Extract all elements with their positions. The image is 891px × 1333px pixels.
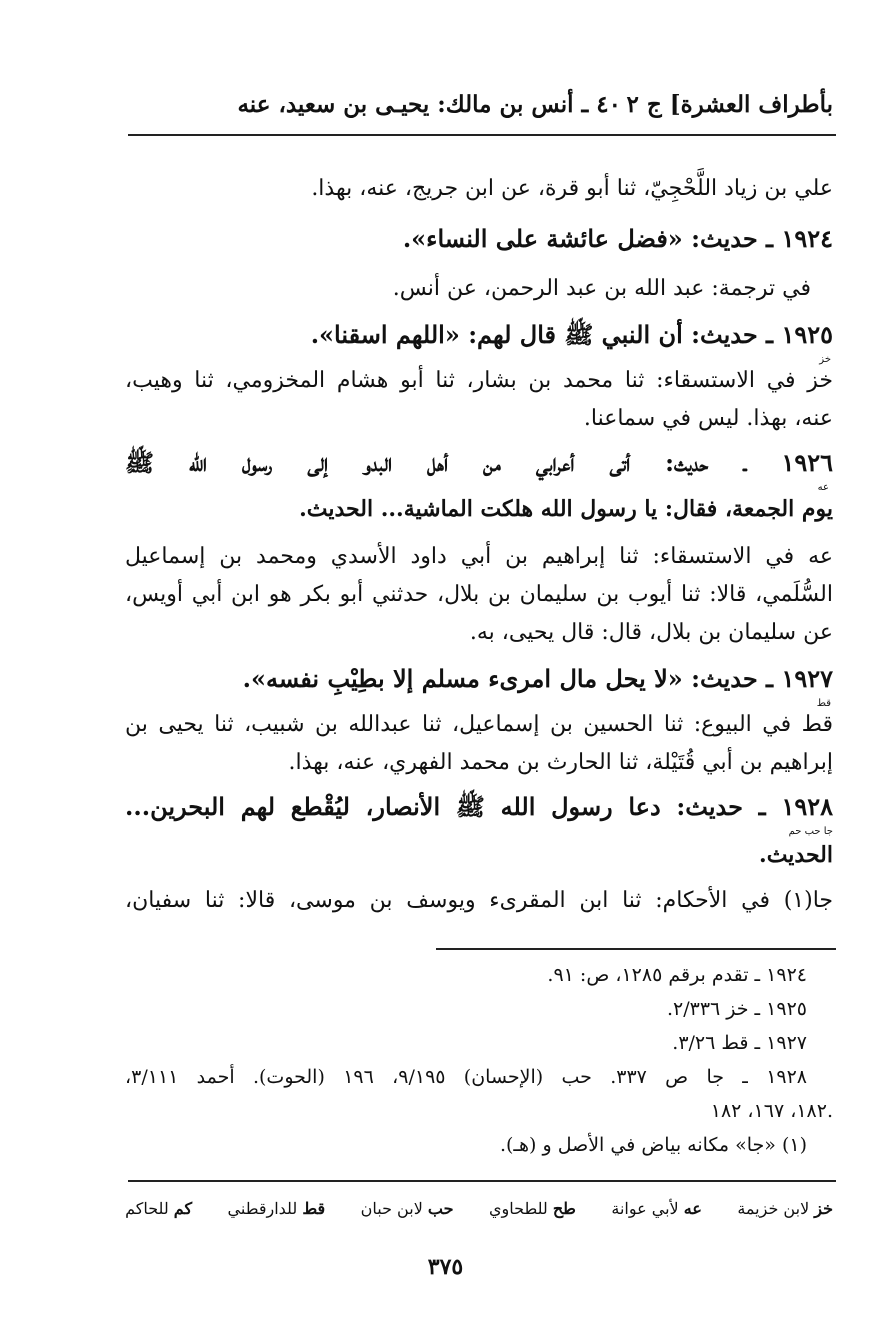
header-rule: [128, 134, 836, 136]
body-line-1: علي بن زياد اللَّحْجِيّ، ثنا أبو قرة، عن ابن جريج، عنه، بهذا.: [311, 176, 833, 201]
hadith-heading-1926: ١٩٢٦ ـ حديث: أتى أعرابي من أهل البدو إلى رسول الله ﷺ: [125, 448, 833, 477]
abbr-hakim: كم للحاكم: [125, 1199, 193, 1218]
running-header-center: ٤٠ ـ أنس بن مالك: يحيـى بن سعيد، عنه: [237, 91, 621, 118]
abbr-tahawi: طح للطحاوي: [488, 1199, 576, 1218]
abbr-hibban: حب لابن حبان: [360, 1199, 454, 1218]
hadith-heading-1927: ١٩٢٧ ـ حديث: «لا يحل مال امرىء مسلم إلا بطِيْبِ نفسه».: [242, 664, 833, 693]
margin-code-1926: عه: [817, 482, 829, 493]
body-line-14: إبراهيم بن أبي قُتَيْلة، ثنا الحارث بن محمد الفهري، عنه، بهذا.: [288, 750, 833, 775]
running-header-left: بأطراف العشرة] ج ٢: [626, 91, 833, 118]
hadith-heading-1928: ١٩٢٨ ـ حديث: دعا رسول الله ﷺ الأنصار، ليُقْطع لهم البحرين...: [125, 792, 833, 821]
body-line-10: السُّلَمي، قالا: ثنا أيوب بن سليمان بن بلال، حدثني أبو بكر هو ابن أبي أويس،: [125, 582, 833, 607]
page-number: ٣٧٥: [427, 1254, 464, 1280]
margin-code-1928: جا حب حم: [788, 826, 833, 837]
abbreviation-key: [125, 1198, 833, 1220]
abbr-awana: عه لأبي عوانة: [611, 1199, 702, 1218]
footnote-1: (١) «جا» مكانه بياض في الأصل و (هـ).: [499, 1134, 807, 1156]
body-line-13: قط في البيوع: ثنا الحسين بن إسماعيل، ثنا عبدالله بن شبيب، ثنا يحيى بن: [125, 712, 833, 737]
hadith-heading-1925: ١٩٢٥ ـ حديث: أن النبي ﷺ قال لهم: «اللهم اسقنا».: [310, 320, 833, 349]
abbr-khuzayma: خز لابن خزيمة: [737, 1199, 833, 1218]
body-line-3: في ترجمة: عبد الله بن عبد الرحمن، عن أنس.: [392, 276, 811, 301]
footnote-1927: ١٩٢٧ ـ قط ٣/٢٦.: [672, 1032, 807, 1054]
body-line-6: عنه، بهذا. ليس في سماعنا.: [583, 406, 833, 431]
bottom-rule: [128, 1180, 836, 1182]
footnote-rule: [436, 948, 836, 950]
footnote-1928: ١٩٢٨ ـ جا ص ٣٣٧. حب (الإحسان) ٩/١٩٥، ١٩٦ (الحوت). أحمد ٣/١١١،: [125, 1066, 808, 1088]
body-line-8: يوم الجمعة، فقال: يا رسول الله هلكت الماشية... الحديث.: [299, 496, 833, 522]
body-line-11: عن سليمان بن بلال، قال: قال يحيى، به.: [469, 620, 833, 645]
footnote-1924: ١٩٢٤ ـ تقدم برقم ١٢٨٥، ص: ٩١.: [547, 964, 807, 986]
margin-code-1925: خز: [819, 354, 831, 365]
body-line-5: خز في الاستسقاء: ثنا محمد بن بشار، ثنا أبو هشام المخزومي، ثنا وهيب،: [125, 368, 833, 393]
body-line-9: عه في الاستسقاء: ثنا إبراهيم بن أبي داود الأسدي ومحمد بن إسماعيل: [125, 544, 833, 569]
footnote-1925: ١٩٢٥ ـ خز ٢/٣٣٦.: [666, 998, 807, 1020]
body-line-16: الحديث.: [759, 842, 833, 868]
margin-code-1927: قط: [816, 698, 831, 709]
abbr-daraqutni: قط للدارقطني: [227, 1199, 326, 1218]
body-line-17: جا(١) في الأحكام: ثنا ابن المقرىء ويوسف بن موسى، قالا: ثنا سفيان،: [125, 888, 833, 913]
hadith-heading-1924: ١٩٢٤ ـ حديث: «فضل عائشة على النساء».: [402, 224, 833, 253]
footnote-1928-cont: ١٨٢، ١٦٧، ١٨٢.: [710, 1100, 833, 1122]
